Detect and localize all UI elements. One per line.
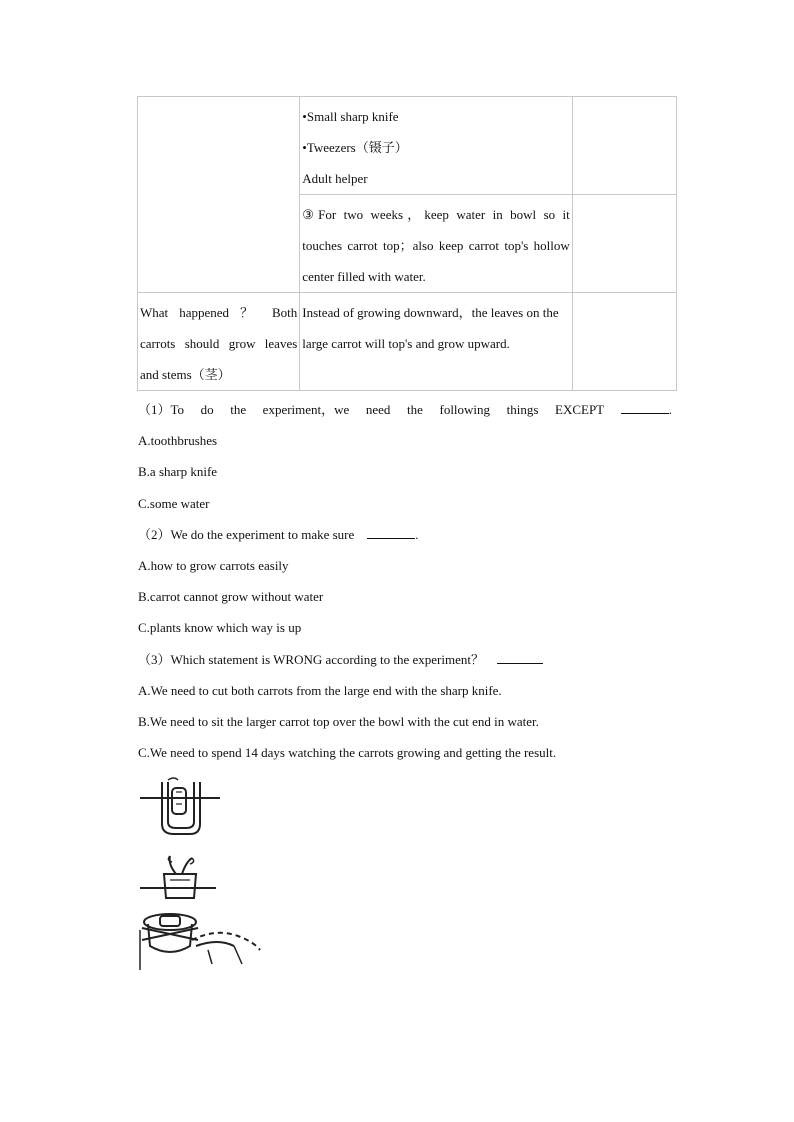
table-row (138, 293, 677, 391)
stem-text: （2）We do the experiment to make sure (138, 526, 355, 542)
option-a: A.how to grow carrots easily (138, 557, 289, 573)
experiment-table (137, 96, 677, 391)
empty-cell (572, 293, 676, 391)
stem-word: the (230, 402, 247, 417)
stem-word: （1）To (138, 402, 185, 417)
label-line: What happened ？ Both (140, 305, 298, 320)
empty-cell (572, 195, 676, 293)
option-a: A.toothbrushes (138, 433, 218, 449)
label-line: carrots should grow leaves (140, 336, 298, 351)
stem-word: do (200, 402, 214, 417)
empty-cell (138, 97, 300, 293)
material-item: •Tweezers（镊子） (302, 140, 408, 155)
stem-word: need (365, 402, 391, 417)
carrot-bowl-illustration (138, 910, 264, 974)
step-line: center filled with water. (302, 269, 426, 284)
option-b: B.carrot cannot grow without water (138, 589, 324, 605)
option-c: C.We need to spend 14 days watching the carrots growing and getting the result. (138, 745, 557, 761)
result-line: large carrot will top's and grow upward. (302, 336, 510, 351)
material-item: •Small sharp knife (302, 109, 399, 124)
stem-word: EXCEPT (555, 402, 605, 417)
option-a: A.We need to cut both carrots from the large end with the sharp knife. (138, 682, 502, 698)
stem-text: （3）Which statement is WRONG according to the experiment？ (138, 651, 484, 667)
step-line: ③For two weeks，keep water in bowl so it (302, 207, 570, 222)
question-3-stem (138, 644, 678, 675)
stem-end: . (415, 526, 419, 542)
materials-cell (300, 97, 573, 195)
stem-end: . (668, 402, 672, 417)
what-happened-cell (138, 293, 300, 391)
question-1-stem (138, 394, 672, 425)
answer-blank[interactable] (367, 524, 415, 539)
stem-word: the (407, 402, 423, 417)
questions-section (138, 394, 678, 768)
table-row (138, 97, 677, 195)
question-2-stem (138, 519, 678, 550)
stem-word: following (439, 402, 491, 417)
option-c: C.plants know which way is up (138, 620, 302, 636)
option-c: C.some water (138, 495, 210, 511)
stem-word: experiment，we (262, 402, 350, 417)
carrot-in-glass-illustration (138, 776, 224, 838)
carrot-top-sprouting-illustration (138, 852, 224, 904)
answer-blank[interactable] (497, 649, 543, 664)
empty-cell (572, 97, 676, 195)
option-b: B.a sharp knife (138, 464, 218, 480)
option-b: B.We need to sit the larger carrot top over the bowl with the cut end in water. (138, 713, 539, 729)
answer-blank[interactable] (621, 399, 669, 414)
result-line: Instead of growing downward，the leaves on the (302, 305, 559, 320)
step-line: touches carrot top；also keep carrot top's hollow (302, 238, 570, 253)
material-item: Adult helper (302, 171, 368, 186)
label-line: and stems（茎） (140, 367, 231, 382)
stem-word: things (506, 402, 539, 417)
result-cell (300, 293, 573, 391)
step-cell (300, 195, 573, 293)
